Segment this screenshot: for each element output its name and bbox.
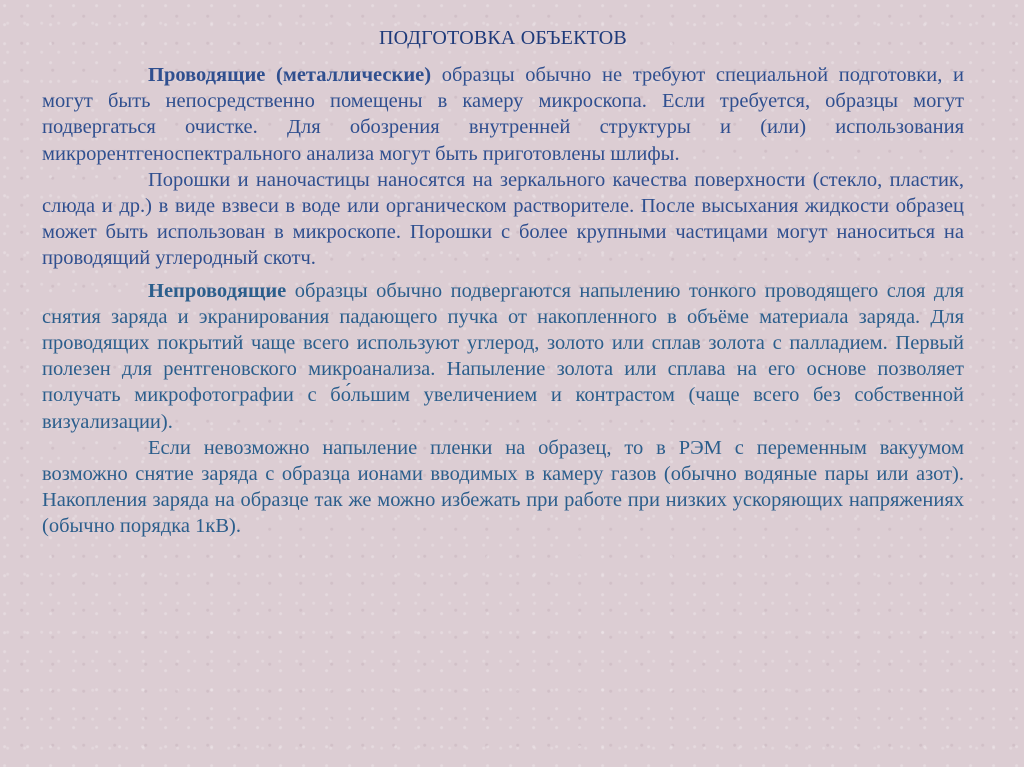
paragraph-conductive [42,62,964,167]
paragraph-conductive-lead: Проводящие (металлические) [148,64,432,86]
paragraph-variable-vacuum-text: Если невозможно напыление пленки на образец, то в РЭМ с переменным вакуумом возможно снятие заряда с образца ионами вводимых в камеру газов (обычно водяные пары или азот). Накопления заряда на образце так же можно избежать при работе при низких ускоряющих напряжениях (обычно порядка 1кВ). [42,436,964,538]
slide [42,26,964,741]
paragraph-nonconductive [42,278,964,435]
paragraph-variable-vacuum [42,435,964,540]
page-title: ПОДГОТОВКА ОБЪЕКТОВ [379,27,627,49]
paragraph-powders [42,167,964,272]
paragraph-nonconductive-lead: Непроводящие [148,279,287,302]
paragraph-powders-text: Порошки и наночастицы наносятся на зеркального качества поверхности (стекло, пластик, слюда и др.) в виде взвеси в воде или органическом растворителе. После высыхания жидкости образец может быть использован в микроскопе. Порошки с более крупными частицами могут наноситься на проводящий углеродный скотч. [42,168,964,270]
paragraph-nonconductive-text: образцы обычно подвергаются напылению тонкого проводящего слоя для снятия заряда и экранирования падающего пучка от накопленного в объёме материала заряда. Для проводящих покрытий чаще всего используют углерод, золото или сплав золота с палладием. Первый полезен для рентгеновского микроанализа. Напыление золота или сплава на его основе позволяет получать микрофотографии с бо́льшим увеличением и контрастом (чаще всего без собственной визуализации). [42,279,964,433]
paragraph-conductive-text: образцы обычно не требуют специальной подготовки, и могут быть непосредственно помещены в камеру микроскопа. Если требуется, образцы могут подвергаться очистке. Для обозрения внутренней структуры и (или) использования микрорентгеноспектрального анализа могут быть приготовлены шлифы. [42,64,964,165]
